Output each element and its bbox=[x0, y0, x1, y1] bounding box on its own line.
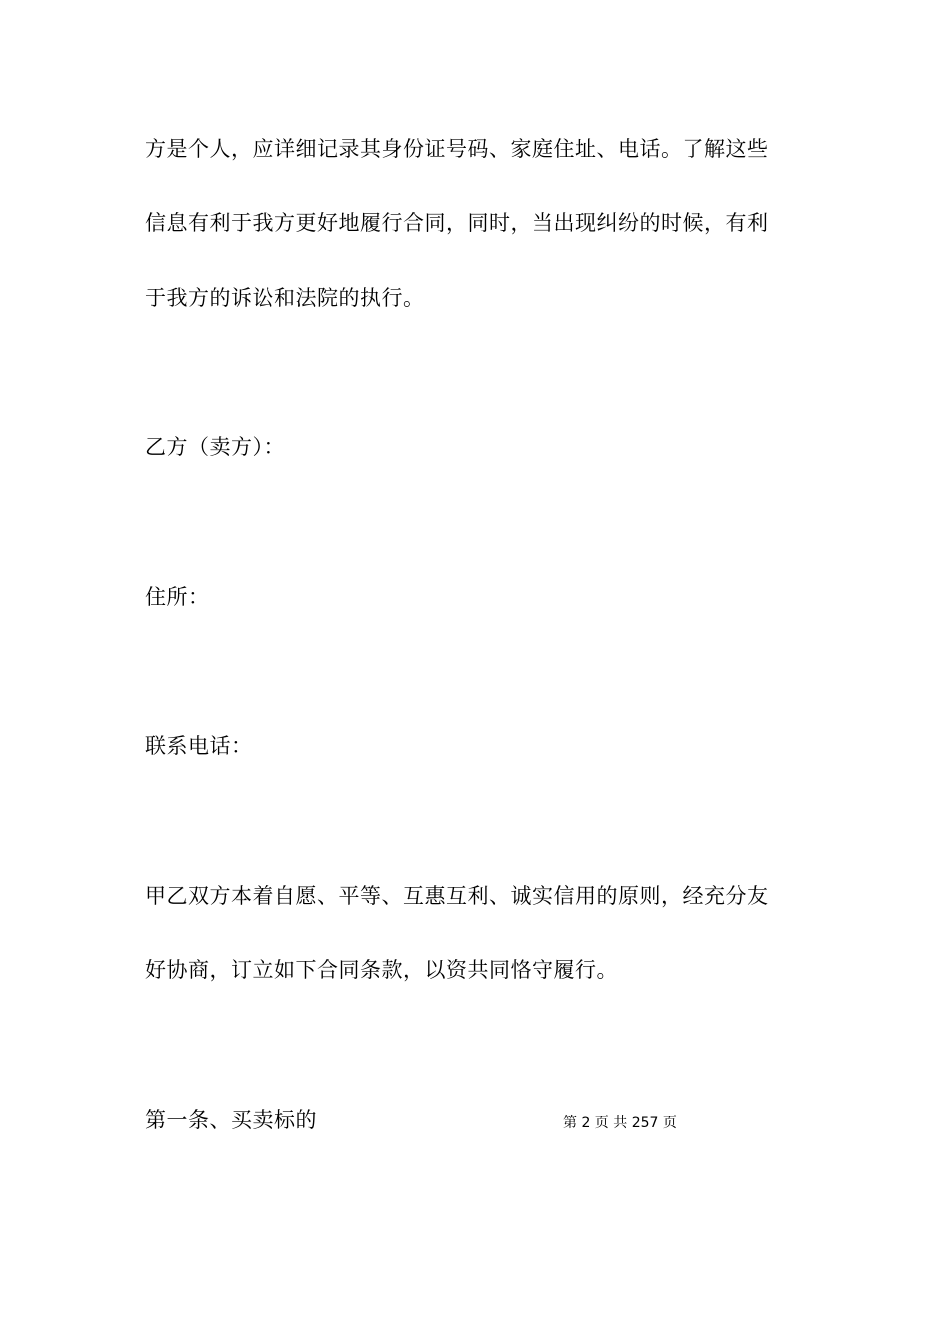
paragraph-2-line-1: 甲乙双方本着自愿、平等、互惠互利、诚实信用的原则，经充分友 bbox=[145, 884, 769, 908]
paragraph-1-line-3: 于我方的诉讼和法院的执行。 bbox=[145, 286, 425, 310]
paragraph-1-line-2: 信息有利于我方更好地履行合同，同时，当出现纠纷的时候，有利 bbox=[145, 211, 769, 235]
article-1-heading: 第一条、买卖标的 bbox=[145, 1108, 317, 1132]
address-label: 住所： bbox=[145, 585, 210, 609]
phone-label: 联系电话： bbox=[145, 734, 253, 758]
party-b-label: 乙方（卖方）： bbox=[145, 435, 285, 459]
paragraph-1-line-1: 方是个人，应详细记录其身份证号码、家庭住址、电话。了解这些 bbox=[145, 137, 769, 161]
paragraph-2-line-2: 好协商，订立如下合同条款，以资共同恪守履行。 bbox=[145, 958, 618, 982]
page-number-indicator: 第 2 页 共 257 页 bbox=[563, 1115, 677, 1131]
